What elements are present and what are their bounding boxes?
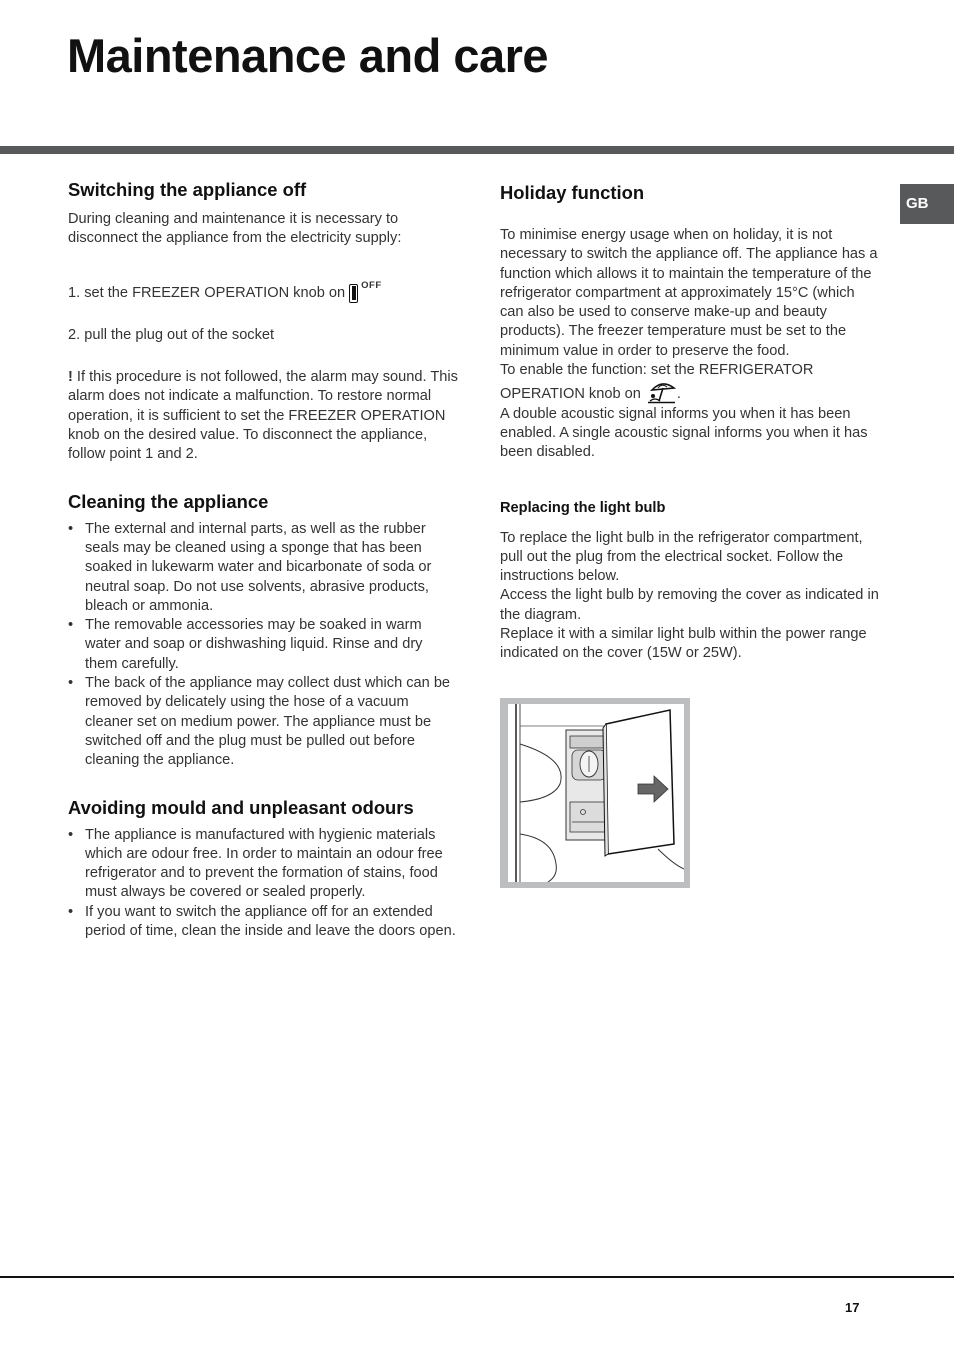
switching-off-section [68, 178, 458, 465]
holiday-text-2-end: . [676, 386, 681, 403]
cleaning-heading: Cleaning the appliance [68, 490, 269, 512]
switching-off-heading: Switching the appliance off [68, 179, 307, 200]
switching-off-step-1 [68, 276, 458, 303]
mould-heading: Avoiding mould and unpleasant odours [68, 796, 414, 818]
light-bulb-diagram-drawing [508, 704, 684, 882]
holiday-text-2 [500, 361, 882, 405]
off-symbol-label: OFF [361, 279, 382, 291]
warning-text: If this procedure is not followed, the alarm may sound. This alarm does not indicate a malfunction. To restore normal operation, it is sufficient to set the FREEZER OPERATION knob on the desired value. To disconnect the appliance, follow point 1 and 2. [68, 369, 458, 463]
light-bulb-paragraph: To replace the light bulb in the refrigerator compartment, pull out the plug from the electrical socket. Follow the instructions below. [500, 529, 863, 585]
page-number: 17 [845, 1300, 860, 1315]
language-tab: GB [900, 184, 954, 224]
light-bulb-paragraph: Replace it with a similar light bulb within the power range indicated on the cover (15W or 25W). [500, 626, 867, 662]
mould-section [68, 796, 458, 942]
switching-off-step-2: 2. pull the plug out of the socket [68, 326, 275, 343]
holiday-text-2-body: To enable the function: set the REFRIGERATOR OPERATION knob on [500, 362, 814, 403]
right-column [500, 181, 882, 664]
cleaning-list [68, 520, 458, 771]
footer-rule [0, 1276, 954, 1278]
holiday-text-1: To minimise energy usage when on holiday, it is not necessary to switch the appliance off. The appliance has a function which allows it to maintain the temperature of the refrigerator compartment at approximately 15°C (which can also be used to conserve make-up and beauty products). The freezer temperature must be set to the minimum value in order to preserve the food. [500, 227, 878, 359]
list-item: • The back of the appliance may collect dust which can be removed by delicately using the hose of a vacuum cleaner set on medium power. The appliance must be switched off and the plug must be pulled out before cleaning the appliance. [68, 674, 458, 770]
knob-off-icon [349, 284, 358, 303]
mould-list [68, 826, 458, 942]
list-item: • The external and internal parts, as well as the rubber seals may be cleaned using a sponge that has been soaked in lukewarm water and bicarbonate of soda or neutral soap. Do not use solvents, abrasive products, bleach or ammonia. [68, 520, 458, 616]
light-bulb-section [500, 499, 882, 664]
header-bar [0, 146, 954, 154]
holiday-section [500, 181, 882, 463]
warning-mark: ! [68, 369, 73, 386]
light-bulb-diagram [500, 698, 690, 888]
list-item: • The removable accessories may be soaked in warm water and soap or dishwashing liquid. Rinse and dry them carefully. [68, 616, 458, 674]
step-1-text: 1. set the FREEZER OPERATION knob on [68, 284, 346, 301]
light-bulb-paragraph: Access the light bulb by removing the cover as indicated in the diagram. [500, 587, 879, 623]
holiday-beach-umbrella-icon [647, 380, 677, 404]
light-bulb-heading: Replacing the light bulb [500, 499, 666, 516]
switching-off-warning [68, 368, 458, 464]
list-item: • The appliance is manufactured with hygienic materials which are odour free. In order to maintain an odour free refrigerator and to prevent the formation of stains, food must always be covered or sealed properly. [68, 826, 458, 903]
left-column [68, 178, 458, 941]
holiday-heading: Holiday function [500, 182, 645, 203]
list-item: • If you want to switch the appliance off for an extended period of time, clean the inside and leave the doors open. [68, 903, 458, 942]
cleaning-section [68, 490, 458, 771]
switching-off-intro: During cleaning and maintenance it is necessary to disconnect the appliance from the electricity supply: [68, 211, 402, 247]
page-title: Maintenance and care [67, 29, 549, 82]
holiday-text-3: A double acoustic signal informs you when it has been enabled. A single acoustic signal informs you when it has been disabled. [500, 405, 868, 461]
